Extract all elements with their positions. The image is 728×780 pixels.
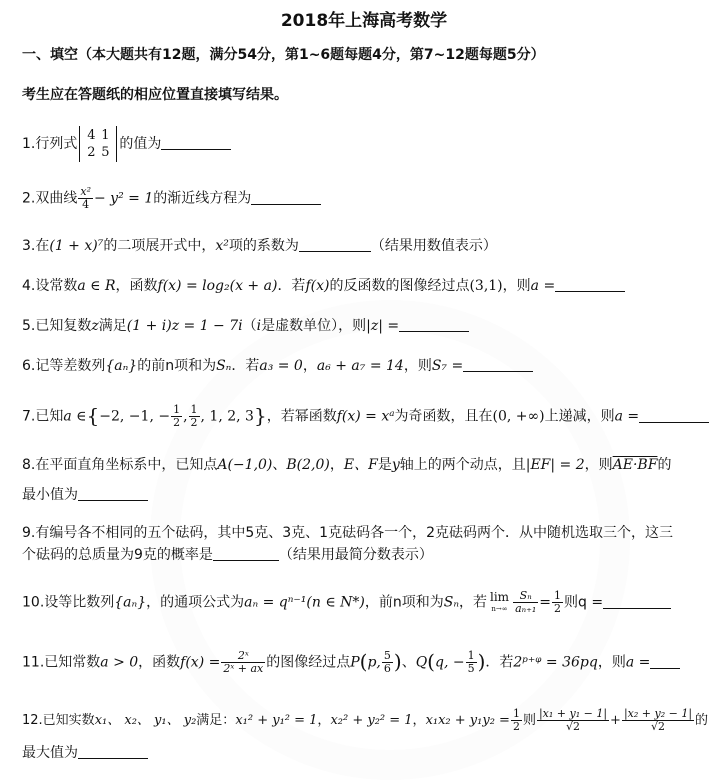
- question-9-line-2: 个砝码的总质量为9克的概率是 （结果用最简分数表示）: [22, 547, 433, 563]
- question-3: 3.在(1 + x)⁷的二项展开式中，x²项的系数为 （结果用数值表示）: [22, 238, 497, 254]
- question-7: 7.已知a ∈{−2, −1, − $\frac{1}{2}$ , $\frac{1}{2}$ , 1, 2, 3}，若幂函数f(x) = xᵃ为奇函数，且在(0, +∞)上递减，则a =: [22, 404, 709, 429]
- answer-blank-7[interactable]: [639, 408, 709, 423]
- question-4: 4.设常数a ∈ R，函数f(x) = log₂(x + a)．若f(x)的反函数的图像经过点(3,1)，则a =: [22, 277, 625, 295]
- question-1: 1.行列式4 1 2 5的值为: [22, 126, 231, 162]
- question-2: 2.双曲线 $\frac{\text{x²}}{4}$ − y² = 1的渐近线方程为: [22, 186, 321, 211]
- answer-blank-10[interactable]: [603, 594, 671, 609]
- question-12: 12.已知实数x₁、 x₂、 y₁、 y₂满足：x₁² + y₁² = 1，x₂² + y₂² = 1，x₁x₂ + y₁y₂ = $\frac{1}{2}$ 则 $\frac{\text{|x₁ + y₁ − 1|}}{√2}$ + $\frac{\text{|x₂ + y₂ − 1|}}{√2}$ 的: [22, 707, 709, 733]
- question-6: 6.记等差数列{aₙ}的前n项和为Sₙ．若a₃ = 0，a₆ + a₇ = 14，则S₇ =: [22, 357, 533, 375]
- answer-blank-9[interactable]: [213, 546, 279, 561]
- answer-blank-1[interactable]: [161, 135, 231, 150]
- answer-blank-8[interactable]: [78, 486, 148, 501]
- answer-blank-6[interactable]: [463, 357, 533, 372]
- section-heading: 一、填空（本大题共有12题，满分54分，第1~6题每题4分，第7~12题每题5分）: [22, 47, 545, 63]
- question-5: 5.已知复数z满足(1 + i)z = 1 − 7i（i是虚数单位），则|z| =: [22, 317, 469, 335]
- answer-blank-4[interactable]: [555, 277, 625, 292]
- question-8: 8.在平面直角坐标系中，已知点A(−1,0)、B(2,0)，E、F是y轴上的两个动点，且|EF| = 2，则AE·BF的: [22, 457, 672, 473]
- answer-blank-5[interactable]: [399, 317, 469, 332]
- answer-blank-2[interactable]: [251, 190, 321, 205]
- question-9: 9.有编号各不相同的五个砝码，其中5克、3克、1克砝码各一个，2克砝码两个．从中随机选取三个，这三: [22, 525, 673, 541]
- determinant: 4 1 2 5: [79, 126, 117, 162]
- question-12-line-2: 最大值为: [22, 744, 148, 762]
- answer-blank-3[interactable]: [299, 237, 371, 252]
- section-instruction: 考生应在答题纸的相应位置直接填写结果。: [22, 87, 288, 103]
- question-8-line-2: 最小值为: [22, 486, 148, 504]
- question-10: 10.设等比数列{aₙ}，的通项公式为aₙ = qⁿ⁻¹(n ∈ N*)，前n项和为Sₙ，若 lim n→∞ $\frac{\text{Sₙ}}{\text{aₙ₊₁}}$ = $\frac{1}{2}$ 则q =: [22, 590, 671, 615]
- page-title: 2018年上海高考数学: [280, 11, 448, 31]
- answer-blank-11[interactable]: [650, 654, 680, 669]
- answer-blank-12[interactable]: [78, 744, 148, 759]
- question-11: 11.已知常数a > 0，函数f(x) = $\frac{\text{2ˣ}}{\text{2ˣ + ax}}$ 的图像经过点P(p, $\frac{5}{6}$ )、Q(q, − $\frac{1}{5}$ )．若2ᵖ⁺ᵠ = 36pq，则a =: [22, 650, 680, 675]
